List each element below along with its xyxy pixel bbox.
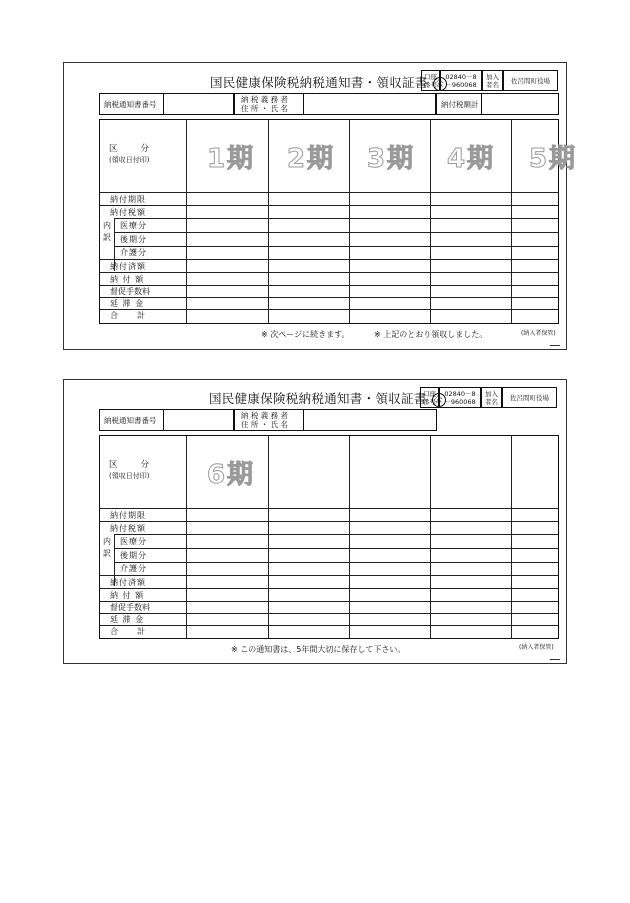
total-tax-box xyxy=(436,93,559,115)
row-late-fee: 延 滞 金 xyxy=(110,299,145,308)
period-4: 4期 xyxy=(446,144,496,174)
public-seal-icon: 公 xyxy=(433,77,447,91)
payment-table xyxy=(99,435,559,639)
row-paid-amount: 納付済額 xyxy=(110,262,146,271)
notice-number-box xyxy=(99,409,234,431)
period-6: 6期 xyxy=(206,460,256,490)
taxpayer-box xyxy=(234,409,437,431)
taxpayer-box xyxy=(234,93,436,115)
row-reminder-fee: 督促手数料 xyxy=(110,287,150,296)
payee-name: 佐呂間町役場 xyxy=(503,70,558,91)
total-tax-label: 納付税額計 xyxy=(441,99,479,109)
keep-note: (納入者保管) xyxy=(519,644,554,651)
row-payment: 納 付 額 xyxy=(110,591,145,600)
period-3: 3期 xyxy=(366,144,416,174)
row-nursing: 介護分 xyxy=(120,248,147,257)
payee-label: 加入者名 xyxy=(482,70,503,91)
row-total: 合 計 xyxy=(110,627,146,636)
account-number-label: 口座番号 xyxy=(421,70,440,91)
tax-notice-form-1 xyxy=(63,62,578,350)
keep-note: (納入者保管) xyxy=(521,330,556,337)
row-due-date: 納付期限 xyxy=(110,195,146,204)
note-keep-five-years: ※ この通知書は、5年間大切に保存して下さい。 xyxy=(231,645,406,654)
row-medical: 医療分 xyxy=(120,221,147,230)
taxpayer-label: 納 税 義 務 者 住 所 ・ 氏 名 xyxy=(241,95,289,113)
period-1: 1期 xyxy=(206,144,256,174)
form-title: 国民健康保険税納税通知書・領収証書 公 xyxy=(210,73,447,91)
row-nursing: 介護分 xyxy=(120,564,147,573)
notice-number-label: 納税通知書番号 xyxy=(104,415,157,425)
breakdown-label: 内訳 xyxy=(103,537,111,558)
period-5: 5期 xyxy=(528,144,578,174)
row-total: 合 計 xyxy=(110,311,146,320)
row-late-stage: 後期分 xyxy=(120,235,147,244)
category-label: 区 分 (領収日付印) xyxy=(109,460,152,480)
row-due-date: 納付期限 xyxy=(110,511,146,520)
account-number: 02840－8 －960068 xyxy=(439,387,481,408)
category-label: 区 分 (領収日付印) xyxy=(109,144,152,164)
note-continued: ※ 次ページに続きます。 xyxy=(261,330,350,339)
notice-number-label: 納税通知書番号 xyxy=(104,99,157,109)
notice-number-box xyxy=(99,93,234,115)
taxpayer-label: 納 税 義 務 者 住 所 ・ 氏 名 xyxy=(241,411,289,429)
account-number-label: 口座番号 xyxy=(420,387,439,408)
corner-mark xyxy=(550,339,565,346)
payment-table xyxy=(99,119,578,324)
breakdown-label: 内訳 xyxy=(103,221,111,242)
form-title: 国民健康保険税納税通知書・領収証書 公 xyxy=(209,389,446,407)
note-received: ※ 上記のとおり領収しました。 xyxy=(374,330,488,339)
payee-label: 加入者名 xyxy=(481,387,502,408)
row-reminder-fee: 督促手数料 xyxy=(110,603,150,612)
tax-notice-form-2 xyxy=(63,379,567,664)
payee-name: 佐呂間町役場 xyxy=(502,387,557,408)
row-payment: 納 付 額 xyxy=(110,275,145,284)
row-late-stage: 後期分 xyxy=(120,551,147,560)
row-tax-amount: 納付税額 xyxy=(110,208,146,217)
row-paid-amount: 納付済額 xyxy=(110,578,146,587)
period-2: 2期 xyxy=(286,144,336,174)
corner-mark xyxy=(550,653,565,660)
row-late-fee: 延 滞 金 xyxy=(110,615,145,624)
account-number: 02840－8 －960068 xyxy=(440,70,482,91)
row-tax-amount: 納付税額 xyxy=(110,524,146,533)
row-medical: 医療分 xyxy=(120,537,147,546)
public-seal-icon: 公 xyxy=(432,393,446,407)
